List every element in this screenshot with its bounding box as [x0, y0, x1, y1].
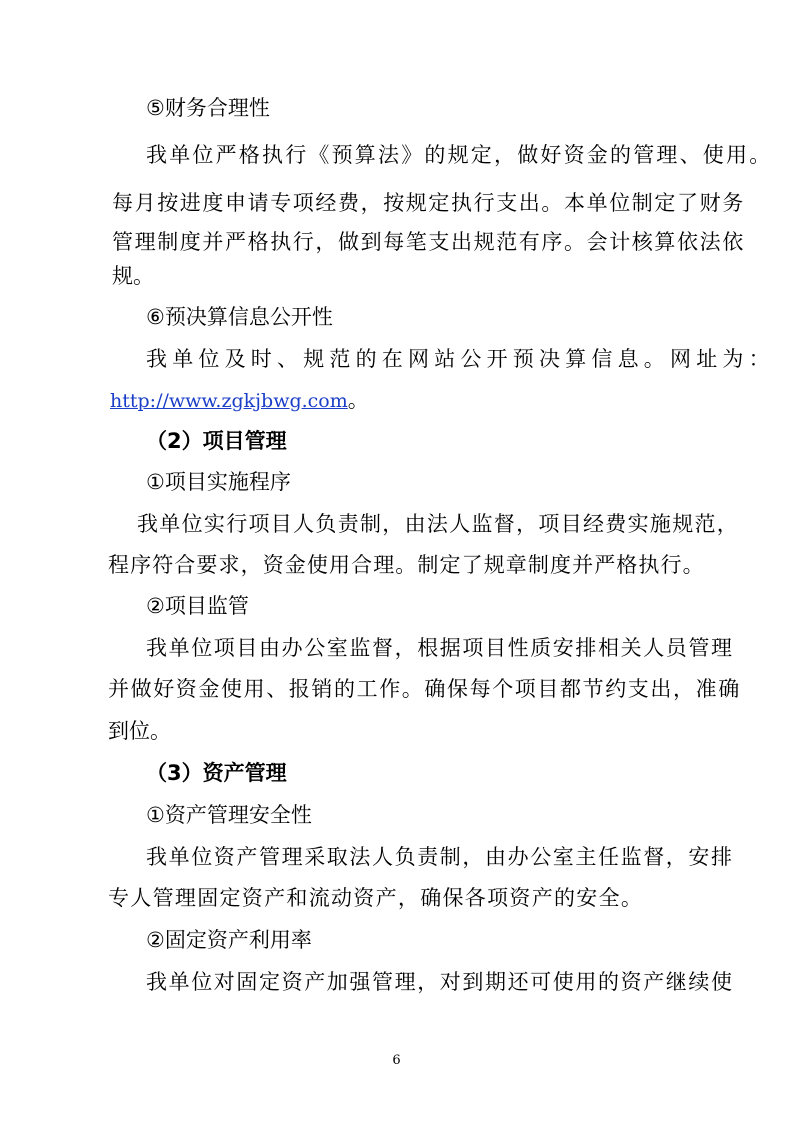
period: 。 — [347, 388, 369, 412]
paragraph-line: 我单位对固定资产加强管理，对到期还可使用的资产继续使 — [146, 970, 734, 994]
paragraph-line: 专人管理固定资产和流动资产，确保各项资产的安全。 — [108, 886, 644, 910]
paragraph-line: 程序符合要求，资金使用合理。制定了规章制度并严格执行。 — [108, 553, 705, 577]
paragraph-line: 我单位项目由办公室监督，根据项目性质安排相关人员管理 — [146, 636, 734, 660]
item-asset-safety: ①资产管理安全性 — [146, 803, 312, 827]
item-project-supervision: ②项目监管 — [146, 594, 249, 618]
item-project-procedure: ①项目实施程序 — [146, 470, 291, 494]
paragraph-line: 并做好资金使用、报销的工作。确保每个项目都节约支出，准确 — [108, 677, 741, 701]
website-line — [110, 386, 369, 415]
item-financial-reasonableness: ⑤财务合理性 — [146, 96, 270, 120]
paragraph-line: 规。 — [112, 264, 154, 288]
paragraph-line: 我单位及时、规范的在网站公开预决算信息。网址为： — [146, 347, 775, 371]
paragraph-line: 每月按进度申请专项经费，按规定执行支出。本单位制定了财务 — [112, 191, 745, 215]
paragraph-line: 管理制度并严格执行，做到每笔支出规范有序。会计核算依法依 — [112, 230, 745, 254]
paragraph-line: 到位。 — [108, 719, 171, 743]
section-heading-asset-management: （3）资产管理 — [146, 761, 287, 785]
section-heading-project-management: （2）项目管理 — [146, 429, 287, 453]
page-number: 6 — [392, 1053, 401, 1068]
item-budget-disclosure: ⑥预决算信息公开性 — [146, 305, 333, 329]
item-fixed-asset-utilization: ②固定资产利用率 — [146, 928, 312, 952]
paragraph-line: 我单位实行项目人负责制，由法人监督，项目经费实施规范， — [137, 512, 740, 536]
paragraph-line: 我单位资产管理采取法人负责制，由办公室主任监督，安排 — [146, 845, 734, 869]
paragraph-line: 我单位严格执行《预算法》的规定，做好资金的管理、使用。 — [146, 143, 773, 167]
website-link[interactable]: http://www.zgkjbwg.com — [110, 390, 348, 412]
